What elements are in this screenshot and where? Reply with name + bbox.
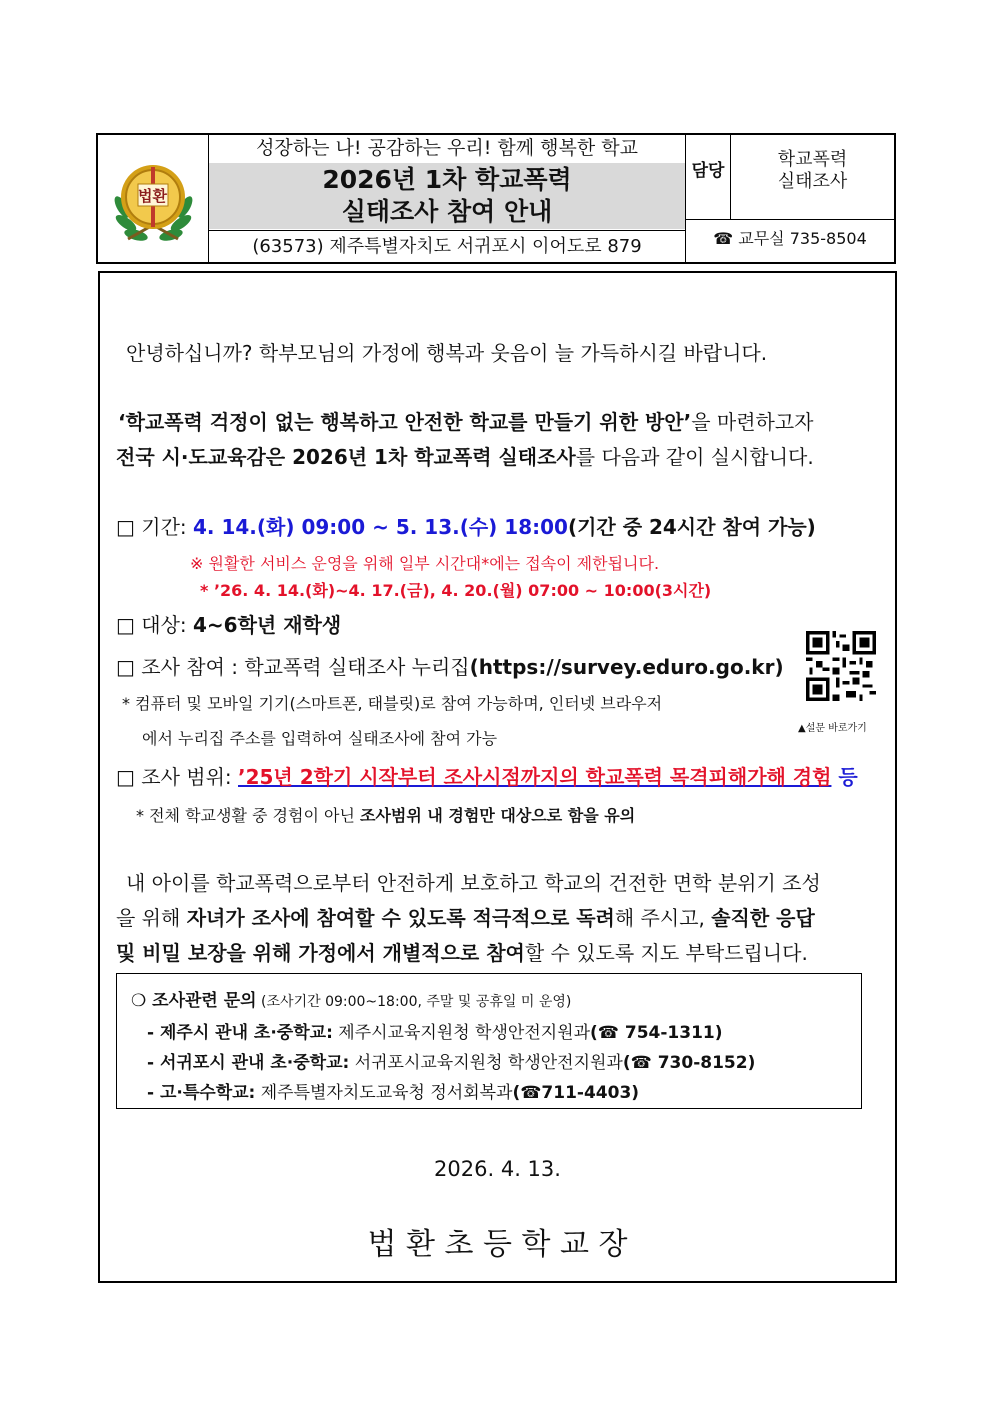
content-box — [98, 271, 897, 1283]
scope-tail: 등 — [831, 765, 858, 789]
closing-3b: 할 수 있도록 지도 부탁드립니다. — [524, 941, 808, 965]
period-item — [116, 511, 816, 540]
intro-line-1-rest: 을 마련하고자 — [691, 410, 814, 434]
logo-cell — [98, 135, 209, 262]
title-cell — [209, 135, 686, 262]
survey-url-link[interactable]: (https://survey.eduro.go.kr) — [469, 655, 784, 679]
period-label: □ 기간: — [116, 515, 193, 539]
closing-2d: 솔직한 응답 — [711, 906, 815, 930]
school-slogan: 성장하는 나! 공감하는 우리! 함께 행복한 학교 — [256, 137, 638, 159]
closing-2a: 을 위해 — [116, 906, 187, 930]
closing-2c: 해 주시고, — [614, 906, 712, 930]
manager-value — [731, 135, 894, 220]
inquiry-row-phone: (☎ 754-1311) — [590, 1023, 723, 1043]
qr-caption: ▲설문 바로가기 — [798, 723, 867, 734]
survey-qr-code-icon[interactable] — [806, 631, 876, 701]
closing-line-2 — [116, 902, 815, 931]
intro-line-2 — [116, 441, 814, 470]
office-phone — [686, 220, 894, 262]
document-title — [209, 163, 685, 229]
inquiry-row — [147, 1018, 723, 1043]
target-label: □ 대상: — [116, 613, 193, 637]
period-note: (기간 중 24시간 참여 가능) — [567, 515, 816, 539]
greeting: 안녕하십니까? 학부모님의 가정에 행복과 웃음이 늘 가득하시길 바랍니다. — [126, 341, 768, 365]
join-item — [116, 651, 784, 680]
phone-icon: ☎ — [713, 229, 734, 248]
inquiry-row — [147, 1048, 755, 1073]
closing-3a: 및 비밀 보장을 위해 가정에서 개별적으로 참여 — [116, 941, 525, 965]
inquiry-row-label: - 서귀포시 관내 초·중학교: — [147, 1053, 350, 1073]
manager-value-line-1: 학교폭력 — [777, 149, 848, 170]
period-warning-times: * ’26. 4. 14.(화)~4. 17.(금), 4. 20.(월) 07:00 ~ 10:00(3시간) — [200, 581, 712, 600]
period-warning: ※ 원활한 서비스 운영을 위해 일부 시간대*에는 접속이 제한됩니다. — [190, 554, 660, 573]
inquiry-row-label: - 고·특수학교: — [147, 1083, 256, 1103]
scope-label: □ 조사 범위: — [116, 765, 238, 789]
inquiry-row — [147, 1078, 639, 1103]
document-date: 2026. 4. 13. — [434, 1157, 561, 1181]
scope-note — [136, 803, 635, 826]
manager-label: 담당 — [686, 135, 731, 220]
office-phone-text: 교무실 735-8504 — [738, 229, 867, 248]
period-value: 4. 14.(화) 09:00 ~ 5. 13.(수) 18:00 — [193, 515, 568, 539]
target-item — [116, 609, 341, 638]
inquiry-row-phone: (☎711-4403) — [512, 1083, 640, 1103]
intro-line-1 — [118, 406, 814, 435]
inquiry-box — [116, 973, 862, 1109]
logo-text: 법환 — [138, 187, 167, 205]
join-label: □ 조사 참여 : 학교폭력 실태조사 누리집 — [116, 655, 470, 679]
school-address: (63573) 제주특별자치도 서귀포시 이어도로 879 — [209, 230, 685, 262]
school-principal-signature: 법 환 초 등 학 교 장 — [367, 1227, 628, 1262]
scope-value: ’25년 2학기 시작부터 조사시점까지의 학교폭력 목격피해가해 경험 — [238, 765, 832, 789]
inquiry-title — [131, 986, 571, 1011]
join-note-2: 에서 누리집 주소를 입력하여 실태조사에 참여 가능 — [142, 729, 498, 748]
scope-note-bold: 조사범위 내 경험만 대상으로 함을 유의 — [360, 806, 636, 825]
title-line-1: 2026년 1차 학교폭력 — [322, 165, 572, 194]
intro-line-1-bold: ‘학교폭력 걱정이 없는 행복하고 안전한 학교를 만들기 위한 방안’ — [118, 410, 692, 434]
inquiry-row-label: - 제주시 관내 초·중학교: — [147, 1023, 333, 1043]
scope-note-plain: * 전체 학교생활 중 경험이 아닌 — [136, 806, 360, 825]
intro-line-2-bold: 전국 시·도교육감은 2026년 1차 학교폭력 실태조사 — [116, 445, 576, 469]
title-line-2: 실태조사 참여 안내 — [341, 197, 553, 226]
inquiry-row-phone: (☎ 730-8152) — [622, 1053, 756, 1073]
inquiry-hours: (조사기간 09:00~18:00, 주말 및 공휴일 미 운영) — [256, 994, 572, 1010]
inquiry-title-text: ❍ 조사관련 문의 — [131, 991, 257, 1011]
closing-2b: 자녀가 조사에 참여할 수 있도록 적극적으로 독려 — [186, 906, 615, 930]
inquiry-row-office: 제주특별자치도교육청 정서회복과 — [255, 1083, 513, 1103]
document-header — [96, 133, 896, 264]
intro-line-2-rest: 를 다음과 같이 실시합니다. — [575, 445, 814, 469]
target-value: 4~6학년 재학생 — [193, 613, 342, 637]
closing-line-1: 내 아이를 학교폭력으로부터 안전하게 보호하고 학교의 건전한 면학 분위기 조성 — [126, 871, 821, 895]
manager-value-line-2: 실태조사 — [777, 171, 848, 192]
join-note-1: * 컴퓨터 및 모바일 기기(스마트폰, 태블릿)로 참여 가능하며, 인터넷 브라우저 — [122, 694, 663, 713]
inquiry-row-office: 서귀포시교육지원청 학생안전지원과 — [349, 1053, 623, 1073]
contact-cell — [686, 135, 894, 262]
scope-item — [116, 761, 858, 790]
inquiry-row-office: 제주시교육지원청 학생안전지원과 — [332, 1023, 591, 1043]
closing-line-3 — [116, 937, 808, 966]
